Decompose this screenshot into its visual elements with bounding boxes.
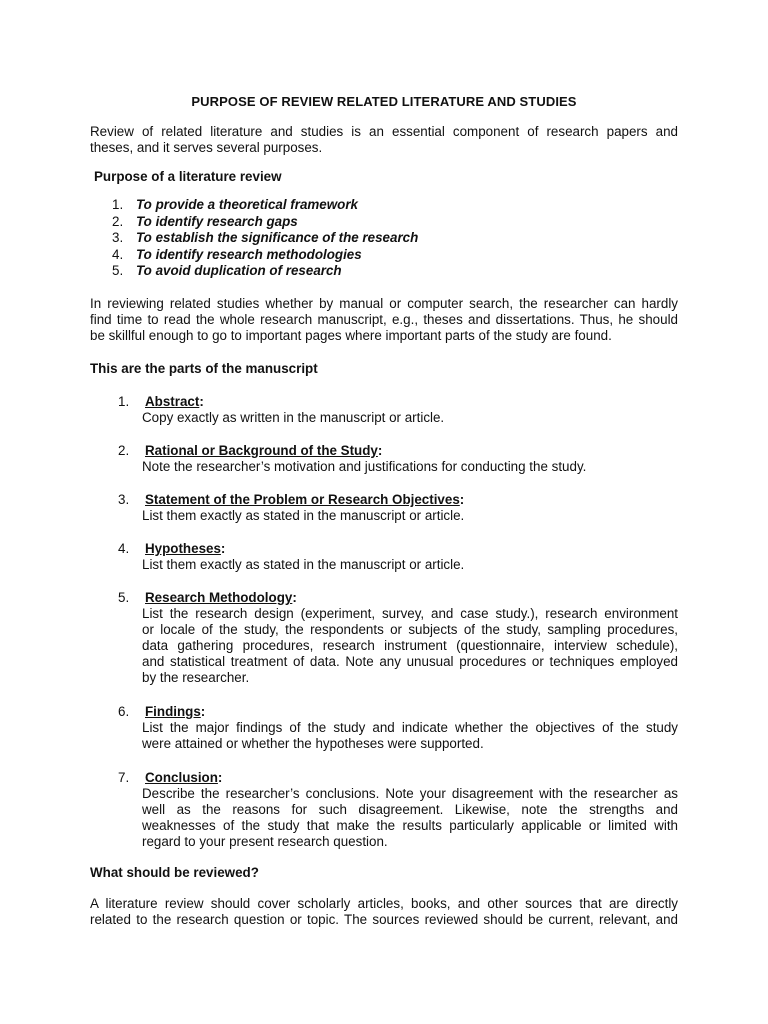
part-findings: 6. Findings: List the major findings of the study and indicate whether the objectives of the study were attained or whether the hypotheses were supported. [118, 704, 678, 751]
part-methodology: 5. Research Methodology: List the research design (experiment, survey, and case study.), research environment or locale of the study, the respondents or subjects of the study, sampling procedures, data gathering procedures, research instrument (questionnaire, interview schedule), and statistical treatment of data. Note any unusual procedures or techniques employed by the researcher. [118, 590, 678, 685]
text-line: data gathering procedures, research instrument (questionnaire, interview schedule), [142, 638, 678, 653]
part-body [142, 459, 678, 475]
text-line: and statistical treatment of data. Note any unusual procedures or techniques employed [142, 654, 678, 669]
part-title: Statement of the Problem or Research Objectives [145, 492, 460, 507]
text-line: theses, and it serves several purposes. [90, 140, 323, 155]
part-body [142, 720, 678, 752]
part-title: Rational or Background of the Study [145, 443, 378, 458]
part-title: Findings [145, 704, 201, 719]
text-line: be skillful enough to go to important pages where important parts of the study are found. [90, 328, 612, 343]
list-item: 4. To identify research methodologies [112, 246, 362, 262]
part-hypotheses: 4. Hypotheses: List them exactly as stated in the manuscript or article. [118, 541, 678, 573]
text-line: related to the research question or topic. The sources reviewed should be current, relevant, and [90, 912, 678, 927]
text-line: well as the reasons for such disagreement. Likewise, note the strengths and [142, 802, 678, 817]
text-line: regard to your present research question. [142, 834, 388, 849]
text-line: were attained or whether the hypotheses were supported. [142, 736, 484, 751]
part-body [142, 410, 678, 426]
text-line: by the researcher. [142, 670, 250, 685]
part-conclusion: 7. Conclusion: Describe the researcher’s conclusions. Note your disagreement with the researcher as well as the reasons for such disagreement. Likewise, note the strengths and weaknesses of the study that make the results particularly applicable or limited with regard to your present research question. [118, 770, 678, 849]
list-item: 3. To establish the significance of the research [112, 230, 419, 245]
text-line: A literature review should cover scholarly articles, books, and other sources that are directly [90, 896, 678, 911]
reviewed-heading: What should be reviewed? [90, 865, 259, 880]
text-line: List them exactly as stated in the manuscript or article. [142, 508, 465, 523]
intro-paragraph [90, 124, 678, 156]
part-abstract: 1. Abstract: Copy exactly as written in the manuscript or article. [118, 394, 678, 426]
purpose-list [112, 197, 418, 280]
text-line: List the research design (experiment, survey, and case study.), research environment [142, 606, 678, 621]
text-line: weaknesses of the study that make the results particularly applicable or limited with [142, 818, 678, 833]
text-line: In reviewing related studies whether by manual or computer search, the researcher can hardly [90, 296, 678, 311]
part-body [142, 606, 678, 686]
part-body [142, 508, 678, 524]
parts-heading: This are the parts of the manuscript [90, 361, 318, 376]
text-line: find time to read the whole research manuscript, e.g., theses and dissertations. Thus, he should [90, 312, 678, 327]
list-item: 5. To avoid duplication of research [112, 263, 342, 278]
text-line: Copy exactly as written in the manuscript or article. [142, 410, 445, 425]
text-line: Review of related literature and studies is an essential component of research papers and [90, 124, 678, 139]
part-title: Abstract [145, 394, 200, 409]
text-line: List them exactly as stated in the manuscript or article. [142, 557, 465, 572]
text-line: List the major findings of the study and indicate whether the objectives of the study [142, 720, 678, 735]
text-line: Describe the researcher’s conclusions. Note your disagreement with the researcher as [142, 786, 678, 801]
list-item: 1. To provide a theoretical framework [112, 197, 358, 212]
part-title: Hypotheses [145, 541, 221, 556]
part-title: Conclusion [145, 770, 218, 785]
part-background: 2. Rational or Background of the Study: Note the researcher’s motivation and justifications for conducting the study. [118, 443, 678, 475]
reviewed-paragraph [90, 896, 678, 928]
part-body [142, 786, 678, 850]
purpose-heading: Purpose of a literature review [94, 169, 282, 184]
part-body [142, 557, 678, 573]
part-problem-statement: 3. Statement of the Problem or Research Objectives: List them exactly as stated in the manuscript or article. [118, 492, 678, 524]
part-title: Research Methodology [145, 590, 293, 605]
list-item: 2. To identify research gaps [112, 213, 298, 229]
text-line: Note the researcher’s motivation and justifications for conducting the study. [142, 459, 587, 474]
text-line: or locale of the study, the respondents or subjects of the study, sampling procedures, [142, 622, 678, 637]
page-title: PURPOSE OF REVIEW RELATED LITERATURE AND STUDIES [191, 94, 577, 109]
reviewing-paragraph [90, 296, 678, 344]
